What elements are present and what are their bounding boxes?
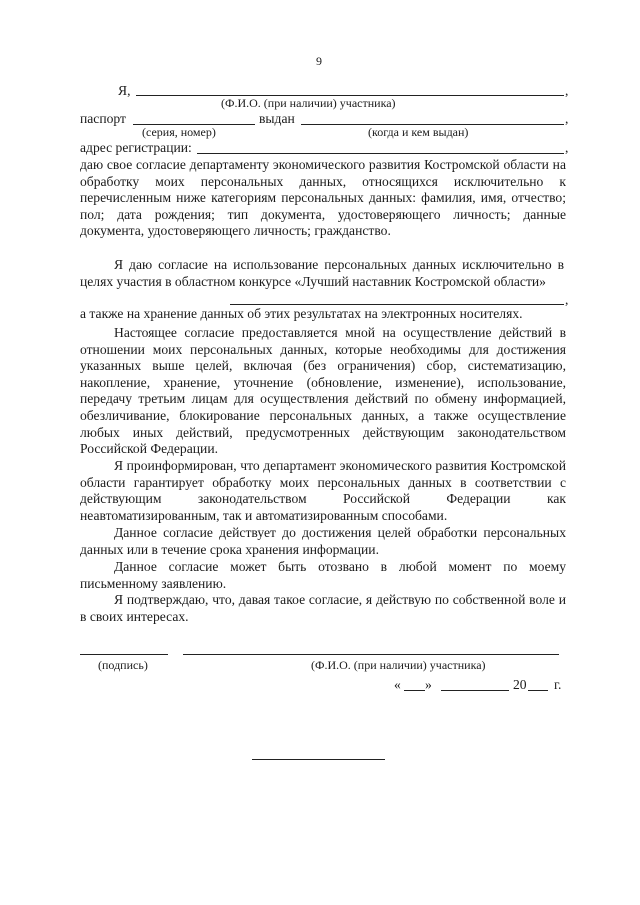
actions-paragraph: Настоящее согласие предоставляется мной на осуществление действий в отношении моих персональных данных, которые необходимы для достижения указанных выше целей, включая (без ограничения) сбор, систематизацию, накопление, хранение, уточнение (обновление, изменение), использование, передачу третьим лицам для осуществления действий по обмену информацией, обезличивание, блокирование персональных данных, а также осуществление любых иных действий, предусмотренных действующим законодательством Российской Федерации. [80, 325, 566, 457]
page-number: 9 [316, 54, 322, 68]
consent-purpose-paragraph: Я даю согласие на использование персональных данных исключительно в целях участия в областном конкурсе «Лучший наставник Костромской области» [80, 257, 564, 289]
passport-label: паспорт [80, 111, 126, 126]
address-label: адрес регистрации: [80, 140, 192, 155]
closing-divider [252, 759, 385, 760]
address-comma: , [565, 140, 569, 155]
validity-paragraph: Данное согласие действует до достижения целей обработки персональных данных или в течение срока хранения информации. [80, 525, 566, 557]
contest-comma: , [565, 292, 569, 307]
date-close-quote: » [425, 677, 432, 692]
signature-caption: (подпись) [98, 658, 148, 672]
date-open-quote: « [394, 677, 401, 692]
date-day-line[interactable] [404, 690, 425, 691]
signer-fio-line[interactable] [183, 654, 559, 655]
date-year-line[interactable] [528, 690, 548, 691]
issued-caption: (когда и кем выдан) [368, 125, 469, 139]
fio-caption: (Ф.И.О. (при наличии) участника) [221, 96, 396, 110]
signature-line[interactable] [80, 654, 168, 655]
fio-comma: , [565, 83, 569, 98]
date-year-prefix: 20 [513, 677, 527, 692]
informed-paragraph: Я проинформирован, что департамент экономического развития Костромской области гарантирует обработку моих персональных данных в соответствии с действующим законодательством Российской Федерации как неавтоматизированным, так и автоматизированным способами. [80, 458, 566, 523]
issued-comma: , [565, 111, 569, 126]
revocation-paragraph: Данное согласие может быть отозвано в любой момент по моему письменному заявлению. [80, 559, 566, 591]
signer-fio-caption: (Ф.И.О. (при наличии) участника) [311, 658, 486, 672]
confirmation-paragraph: Я подтверждаю, что, давая такое согласие, я действую по собственной воле и в своих интересах. [80, 592, 566, 624]
contest-result-line[interactable] [230, 304, 564, 305]
date-year-suffix: г. [554, 677, 562, 692]
address-line[interactable] [197, 153, 564, 154]
date-month-line[interactable] [441, 690, 509, 691]
consent-paragraph: даю свое согласие департаменту экономического развития Костромской области на обработку моих персональных данных, относящихся исключительно к перечисленным ниже категориям персональных данных: фамилия, имя, отчество; пол; дата рождения; тип документа, удостоверяющего личность; данные документа, удостоверяющего личность; гражданство. [80, 157, 566, 239]
storage-paragraph: а также на хранение данных об этих результатах на электронных носителях. [80, 306, 523, 321]
ya-label: Я, [118, 83, 131, 98]
series-caption: (серия, номер) [142, 125, 216, 139]
issued-label: выдан [259, 111, 295, 126]
